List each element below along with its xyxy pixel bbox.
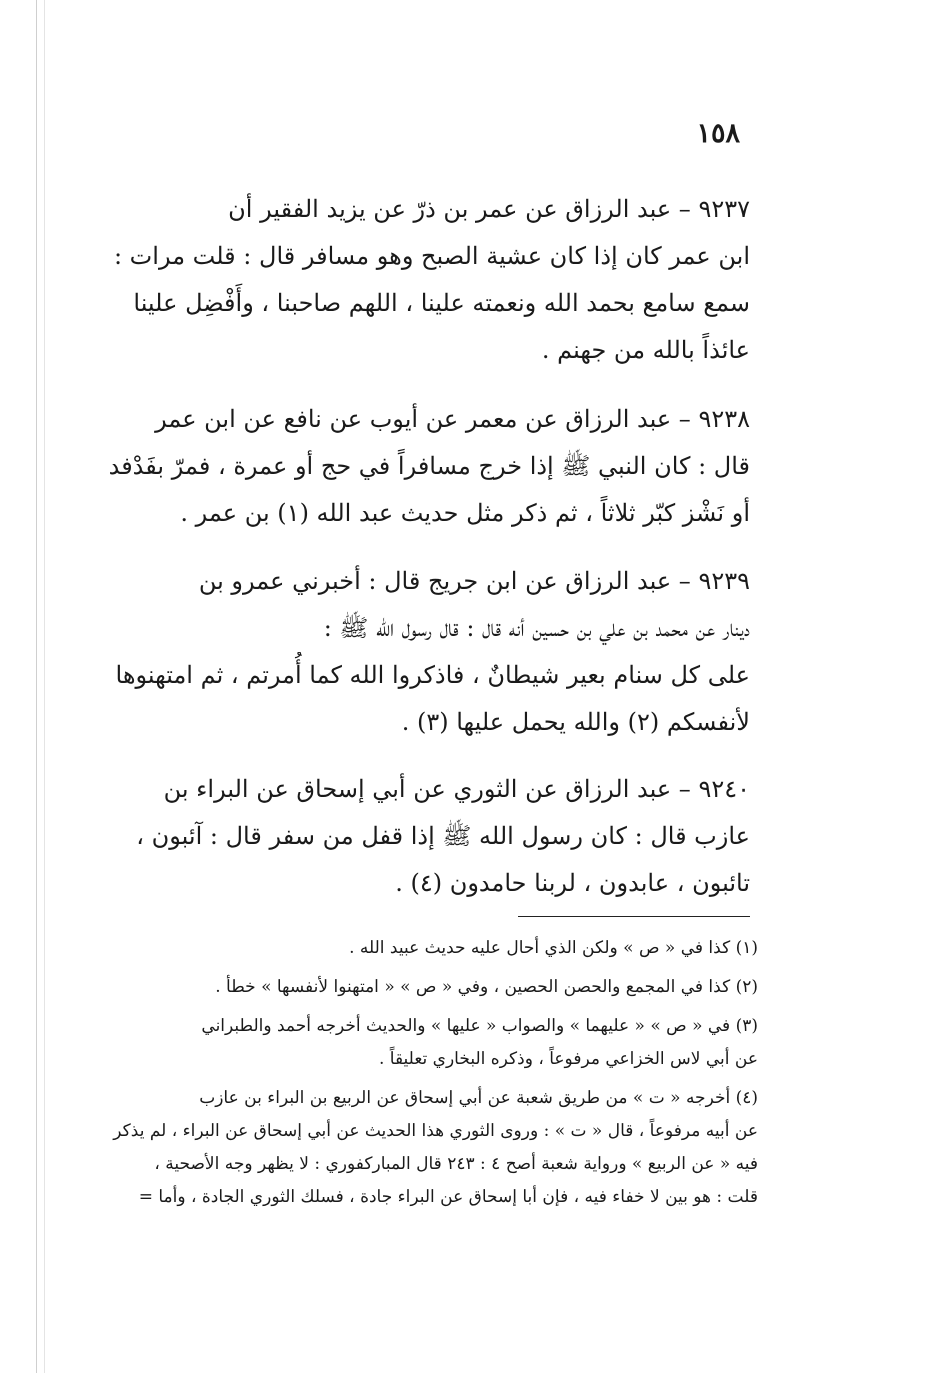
hadith-9238: [82, 396, 750, 537]
scan-edge-line: [36, 0, 37, 1373]
footnote-2: [92, 971, 758, 1004]
paragraph-line: قال : كان النبي ﷺ إذا خرج مسافراً في حج أو عمرة ، فمرّ بفَدْفد: [108, 452, 750, 480]
paragraph-line: ٩٢٣٩ – عبد الرزاق عن ابن جريج قال : أخبرني عمرو بن: [198, 567, 750, 595]
footnote-line: (٣) في « ص » « عليهما » والصواب « عليها » والحديث أخرجه أحمد والطبراني: [201, 1016, 758, 1036]
footnote-line: (١) كذا في « ص » ولكن الذي أحال عليه حديث عبيد الله .: [349, 938, 758, 958]
footnote-line: (٢) كذا في المجمع والحصن الحصين ، وفي « ص » « امتهنوا لأنفسها » خطأ .: [215, 977, 758, 997]
footnote-divider: [518, 916, 750, 917]
paragraph-line: دينار عن محمد بن علي بن حسين أنه قال : قال رسول الله ﷺ :: [323, 614, 750, 642]
page-number: ١٥٨: [696, 118, 740, 149]
paragraph-line: سمع سامع بحمد الله ونعمته علينا ، اللهم صاحبنا ، وأَفْضِل علينا: [133, 289, 750, 317]
hadith-9237: [82, 186, 750, 374]
paragraph-line: أو نَشْز كبّر ثلاثاً ، ثم ذكر مثل حديث عبد الله (١) بن عمر .: [180, 499, 750, 527]
footnotes: [92, 932, 758, 1220]
footnote-line: عن أبي لاس الخزاعي مرفوعاً ، وذكره البخاري تعليقاً .: [378, 1049, 758, 1069]
paragraph-line: ٩٢٤٠ – عبد الرزاق عن الثوري عن أبي إسحاق عن البراء بن: [163, 775, 750, 803]
footnote-line: قلت : هو بين لا خفاء فيه ، فإن أبا إسحاق عن البراء جادة ، فسلك الثوري الجادة ، وأما =: [138, 1187, 758, 1207]
paragraph-line: عازب قال : كان رسول الله ﷺ إذا قفل من سفر قال : آئبون ،: [136, 822, 750, 850]
footnote-line: (٤) أخرجه « ت » من طريق شعبة عن أبي إسحاق عن الربيع بن البراء بن عازب: [199, 1088, 758, 1108]
scan-edge-line: [44, 0, 45, 1373]
paragraph-line: ٩٢٣٧ – عبد الرزاق عن عمر بن ذرّ عن يزيد الفقير أن: [228, 195, 750, 223]
paragraph-line: لأنفسكم (٢) والله يحمل عليها (٣) .: [401, 708, 750, 736]
paragraph-line: على كل سنام بعير شيطانٌ ، فاذكروا الله كما أُمرتم ، ثم امتهنوها: [115, 661, 750, 689]
paragraph-line: ابن عمر كان إذا كان عشية الصبح وهو مسافر قال : قلت مرات :: [113, 242, 750, 270]
paragraph-line: ٩٢٣٨ – عبد الرزاق عن معمر عن أيوب عن نافع عن ابن عمر: [155, 405, 750, 433]
footnote-line: عن أبيه مرفوعاً ، قال « ت » : وروى الثوري هذا الحديث عن أبي إسحاق عن البراء ، لم يذكر: [113, 1121, 758, 1141]
hadith-9240: [82, 766, 750, 907]
hadith-9239: [82, 558, 750, 746]
paragraph-line: عائذاً بالله من جهنم .: [541, 336, 750, 364]
paragraph-line: تائبون ، عابدون ، لربنا حامدون (٤) .: [395, 869, 750, 897]
footnote-1: [92, 932, 758, 965]
footnote-line: فيه « عن الربيع » ورواية شعبة أصح ٤ : ٢٤٣ قال المباركفوري : لا يظهر وجه الأصحية ،: [154, 1154, 758, 1174]
footnote-4: [92, 1082, 758, 1214]
footnote-3: [92, 1010, 758, 1076]
